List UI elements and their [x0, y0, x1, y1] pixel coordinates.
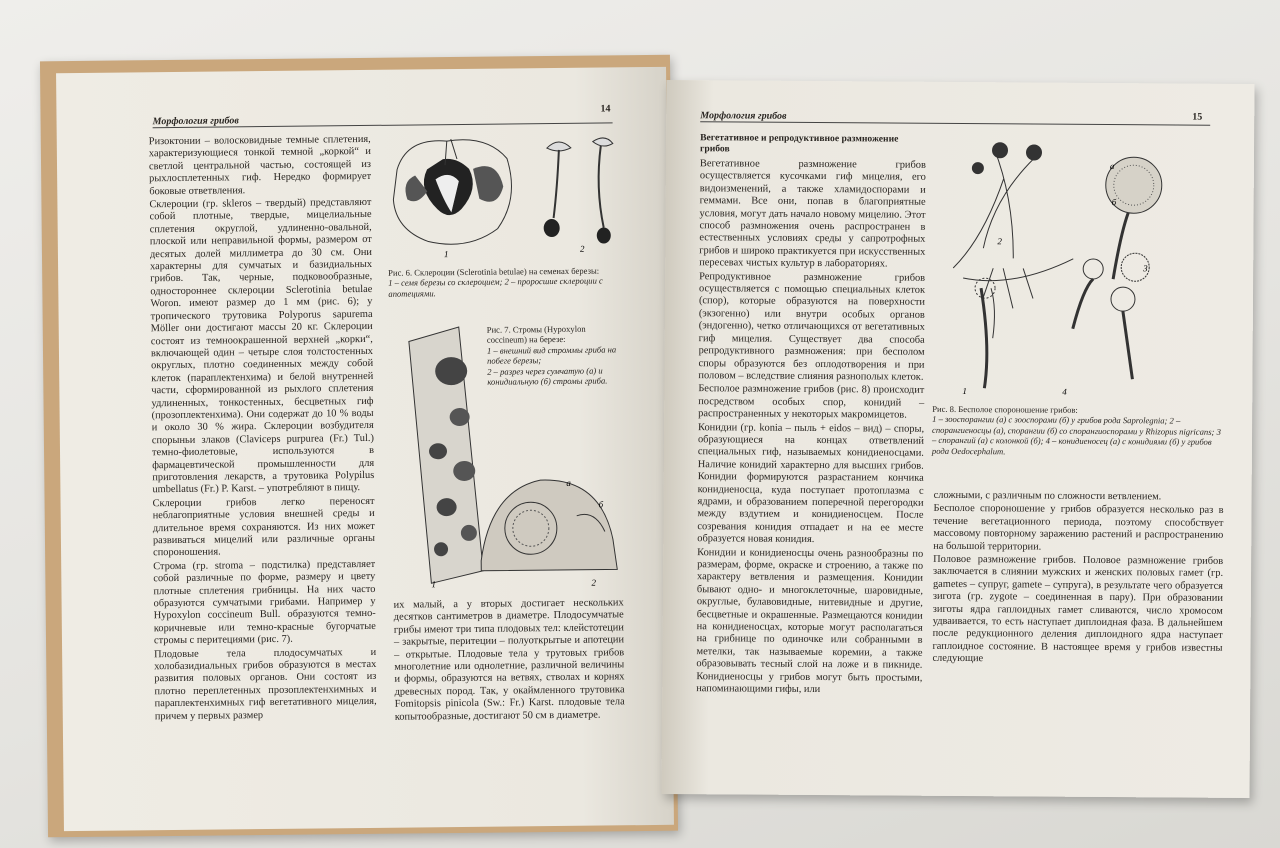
fig6-caption-title: Рис. 6. Склероции (Sclerotinia betulae) на семенах березы:	[388, 265, 600, 278]
fig8-label-4: 4	[1062, 386, 1067, 397]
figure-7-caption	[487, 323, 622, 387]
left-column-1	[149, 134, 377, 724]
left-running-head	[153, 111, 613, 128]
fig7-caption-title: Рис. 7. Стромы (Hypoxylon coccineum) на березе:	[486, 323, 586, 346]
right-page-number: 15	[1192, 111, 1203, 123]
rhizoctonia-paragraph: Ризоктонии – волосковидные темные сплетения, характеризующиеся тонкой темной „коркой“ и светлой центральной частью, состоящей из рыхлосплетенных гиф. Нередко формирует боковые ответвления.	[148, 133, 372, 197]
fig7-label-2: 2	[591, 577, 596, 588]
figure-6-caption	[388, 265, 620, 299]
fruit-bodies-continued: их малый, а у вторых достигает нескольких десятков сантиметров в диаметре. Плодосумчатые грибы имеют три типа плодовых тел: клейстотеции – закрытые, перитеции – полуоткрытые и апотеции – открытые. Плодовые тела у трутовых грибов многолетние или однолетние, различной величины и формы, образуются на ветвях, стволах и корнях древесных пород. Так, у окаймленного трутовика Fomitopsis pinicola (Sw.: Fr.) Karst. плодовые тела копытообразные, достигают 50 см в диаметре.	[393, 597, 625, 723]
vegetative-reproduction-paragraph: Вегетативное размножение грибов осуществляется кусочками гиф мицелия, его видоизменений, а также хламидоспорами и геммами. Все они, попав в благоприятные условия, могут дать начало новому мицелию. Этот способ размножения очень распространен в естественных условиях среды у сапротрофных грибов и широко практикуется при искусственных пересевах чистых культур в лабораториях.	[699, 158, 926, 270]
fig6-label-2: 2	[579, 243, 585, 254]
fig8-label-b: б	[1111, 197, 1117, 208]
left-page	[56, 67, 674, 831]
sclerotia-survival-paragraph: Склероции грибов легко переносят неблагоприятные условия внешней среды и длительное время сохраняются. Из них может развиваться мицелий или различные органы спороношения.	[152, 495, 375, 559]
stroma-paragraph: Строма (гр. stroma – подстилка) представляет собой различные по форме, размеру и цвету плотные сплетения грибницы. На них часто образуются сумчатыми грибами. Например у Hypoxylon coccineum Bull. образуются темно-коричневые или темно-красные бугорчатые стромы с перитециями (рис. 7).	[153, 558, 376, 647]
figure-8-caption	[932, 404, 1222, 458]
right-running-head	[700, 110, 1210, 126]
fig7-caption-legend-1: 1 – внешний вид строммы гриба на побеге березы;	[486, 344, 617, 366]
fig6-label-1: 1	[443, 249, 449, 260]
asexual-reproduction-paragraph: Бесполое размножение грибов (рис. 8) происходит посредством особых спор, конидий – распространенных у некоторых макромицетов.	[698, 383, 925, 421]
reproductive-reproduction-paragraph: Репродуктивное размножение грибов осуществляется с помощью специальных клеток (спор), которые образуются на поверхности (экзогенно) или внутри особых органов (эндогенно), четко отличающихся от вегетативных гиф мицелия. Существует два способа репродуктивного размножения: при бесполом споры образуются без оплодотворения и при половом – вследствие слияния разнополых клеток.	[698, 270, 926, 383]
figure-8-illustration	[932, 138, 1226, 400]
figure-6-illustration	[387, 127, 620, 259]
left-running-head-text: Морфология грибов	[152, 115, 239, 128]
asexual-sporulation-paragraph: Бесполое спороношение у грибов образуется несколько раз в течение вегетационного периода, поэтому способствует массовому повторному заражению растений и распространению на большой территории.	[933, 503, 1224, 553]
right-page	[662, 80, 1255, 798]
fig8-caption-legend: 1 – зооспорангии (а) с зооспорами (б) у грибов рода Saprolegnia; 2 – спорангиеносцы (а), спорангии (б) со спорангиоспорами у Rhizopus nigricans; 3 – спорангий (а) с колонкой (б); 4 – конидиеносец (а) с конидиями (б) у грибов рода Oedocephalum.	[931, 414, 1221, 456]
fig6-caption-legend: 1 – семя березы со склероцием; 2 – проросшие склероции с апотециями.	[388, 275, 603, 299]
fig8-caption-title: Рис. 8. Бесполое спороношение грибов:	[932, 403, 1078, 415]
fig8-label-a: а	[1109, 161, 1115, 172]
fig7-label-a: а	[566, 477, 571, 488]
right-column-1	[696, 158, 926, 698]
fig8-label-2: 2	[997, 236, 1002, 247]
fig7-caption-legend-2: 2 – разрез через сумчатую (а) и конидиальную (б) стромы гриба.	[487, 365, 608, 387]
sexual-reproduction-paragraph: Половое размножение грибов. Половое размножение грибов заключается в слиянии мужских и женских половых гамет (гр. gametes – супруг, gamete – супруга), в результате чего образуется зигота (гр. zygote – соединенная в пару). При образовании зиготы ядра гаплоидных гамет сливаются, число хромосом удваивается, то есть наступает диплоидная фаза. В дальнейшем после редукционного деления диплоидного ядра наступает гаплоидное состояние. В настоящее время у грибов известны следующие	[932, 553, 1224, 665]
fig7-label-1: 1	[431, 579, 436, 590]
branching-continuation: сложными, с различным по сложности ветвлением.	[933, 489, 1162, 503]
fig7-label-b: б	[598, 499, 604, 510]
section-title: Вегетативное и репродуктивное размножение грибов	[699, 132, 899, 155]
conidiophores-paragraph: Конидии и конидиеносцы очень разнообразны по размерам, форме, окраске и строению, а также по характеру ветвления и размещения. Конидии бывают одно- и многоклеточные, шаровидные, округлые, булавовидные, нитевидные и другие, бесцветные и окрашенные. Размещаются конидии на конидиеносцах, которые могут располагаться на грибнице по одиночке или собранными в метелки, так называемые коремии, а также образовывать тесный слой на ложе и в пикниде. Конидиеносцы у грибов могут быть простыми, напоминающими гифы, или	[696, 546, 924, 696]
fruit-bodies-paragraph: Плодовые тела плодосумчатых и холобазидиальных грибов образуются в местах развития половых органов. Они состоят из плотно переплетенных прозоплектенхимных и параплектенхимных гиф вегетативного мицелия, причем у первых размер	[154, 646, 377, 722]
right-running-head-text: Морфология грибов	[700, 110, 787, 122]
right-column-2	[932, 490, 1223, 669]
left-column-2	[394, 597, 625, 724]
conidia-paragraph: Конидии (гр. konia – пыль + eidos – вид) – споры, образующиеся на концах ответвлений специальных гиф, называемых конидиеносцами. Наличие конидий характерно для высших грибов. Конидии формируются разрастанием кончика конидиеносца, куда поступает протоплазма с ядрами, и образованием поперечной перегородки между вздутием и конидиеносцем. После созревания конидия отпадает и на ее месте образуется новая конидия.	[697, 421, 925, 546]
fig8-label-1: 1	[962, 386, 967, 397]
sclerotia-paragraph: Склероции (гр. skleros – твердый) представляют собой плотные, твердые, мицелиальные сплетения округлой, удлиненно-овальной, плоской или неправильной формы, размером от десятых долей миллиметра до 30 см. Они характерны для сумчатых и базидиальных грибов. Так, черные, подковообразные, одностороннее склероции Sclerotinia betulae Woron. имеют размер до 1 мм (рис. 6); у тропического трутовика Polyporus sapurema Möller они достигают массы 20 кг. Склероции состоят из темноокрашенной верхней „корки“, включающей один – четыре слоя толстостенных округлых, плотно соединенных между собой клеток (параплектенхима) и белой внутренней части, сформированной из рыхлого сплетения удлиненных, тонкостенных, бесцветных гиф (прозоплектенхима). Они содержат до 10 % воды и около 30 % жира. Склероции возбудителя спорыньи злаков (Claviceps purpurea (Fr.) Tul.) темно-фиолетовые, используются в фармацевтической промышленности для приготовления лекарств, а трутовика Polypilus umbellatus (Fr.) P. Karst. – употребляют в пищу.	[149, 196, 375, 496]
left-page-number: 14	[600, 103, 611, 115]
fig8-label-3: 3	[1143, 263, 1148, 274]
